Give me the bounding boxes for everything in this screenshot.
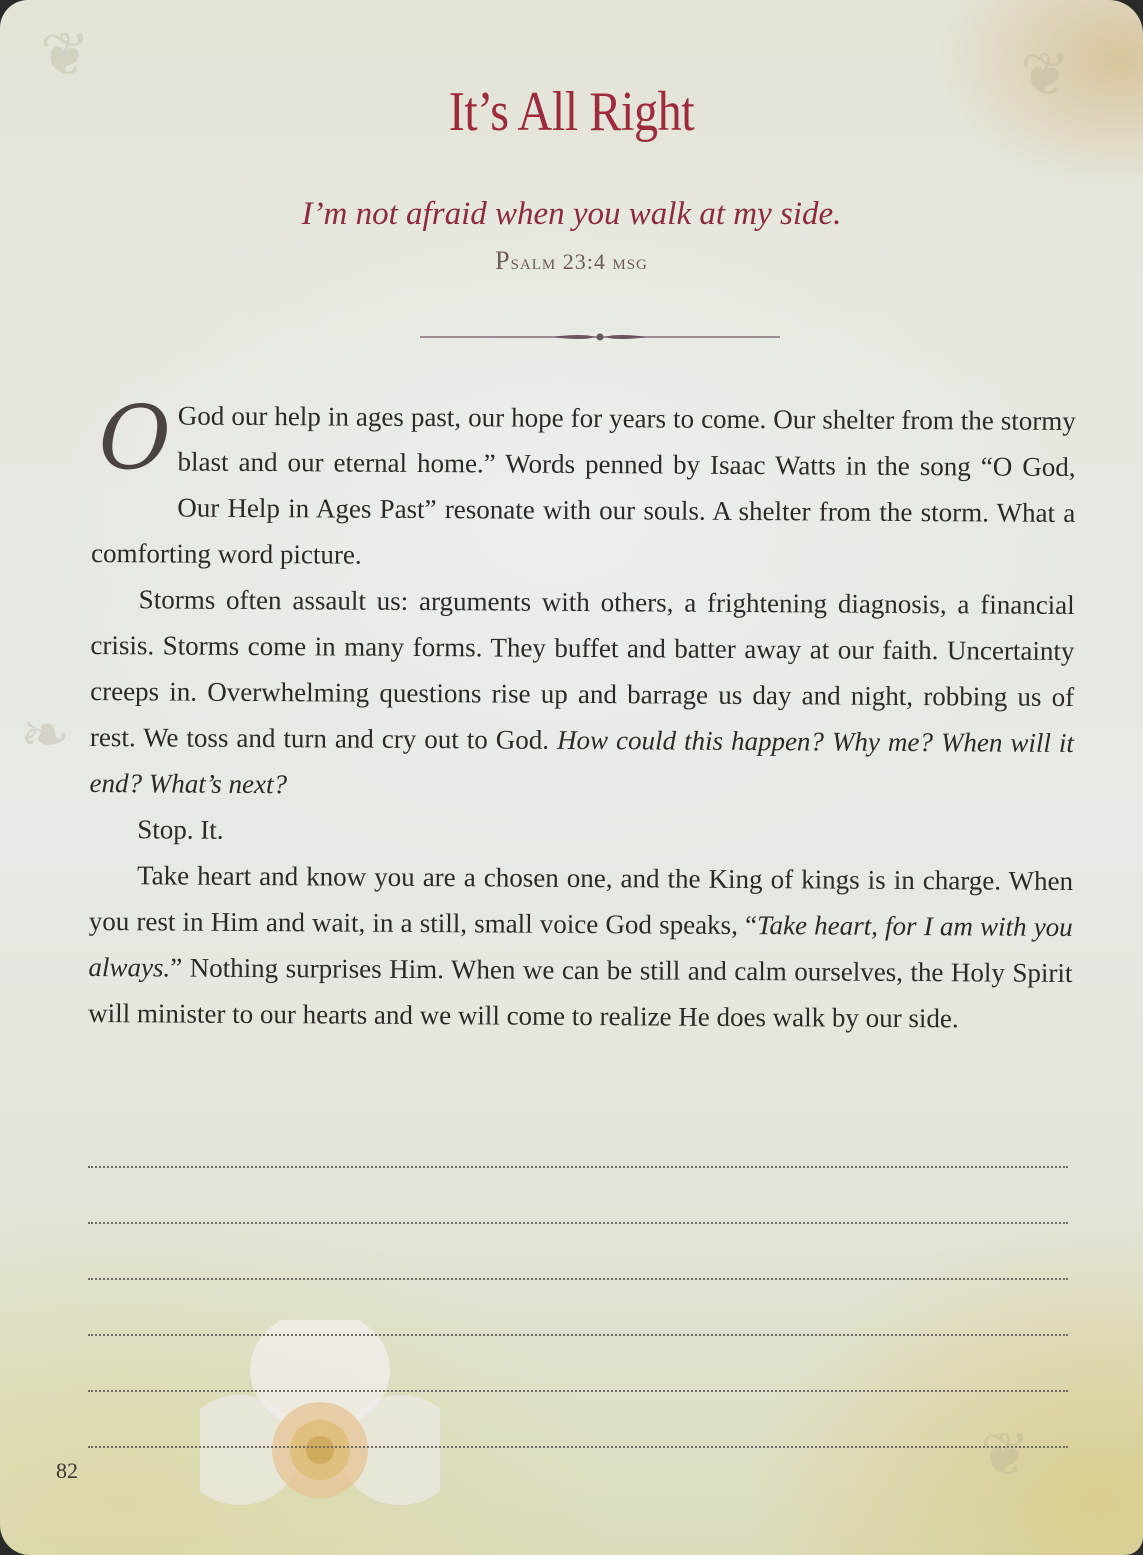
paragraph-4-text-a: Take heart and know you are a chosen one, and the King of kings is in charge. When you rest in Him and wait, in a still, small voice God speaks, “ [88, 860, 1074, 941]
journal-lines[interactable] [88, 1166, 1068, 1502]
journal-line[interactable] [88, 1446, 1068, 1448]
paragraph-2 [89, 576, 1074, 812]
verse-text: I’m not afraid when you walk at my side. [301, 196, 842, 232]
paragraph-1 [90, 386, 1076, 582]
journal-line[interactable] [88, 1390, 1068, 1392]
paragraph-1-text: God our help in ages past, our hope for years to come. Our shelter from the stormy blast and our eternal home.” Words penned by Isaac Watts in the song “O God, Our Help in Ages Past” resonate with our souls. A shelter from the storm. What a comforting word picture. [90, 400, 1076, 570]
verse-reference [0, 246, 1143, 276]
flourish-top-left: ❦ [40, 20, 91, 90]
flourish-top-right: ❦ [1020, 40, 1071, 110]
paragraph-4-text-b: ” Nothing surprises Him. When we can be still and calm ourselves, the Holy Spirit will minister to our hearts and we will come to realize He does walk by our side. [88, 952, 1073, 1034]
page-title: It’s All Right [448, 81, 695, 143]
flourish-left: ❧ [20, 700, 71, 770]
verse-reference-initial: P [495, 246, 511, 275]
flourish-bottom-right: ❦ [980, 1420, 1031, 1490]
ornament-divider [420, 330, 780, 344]
verse-reference-rest: salm 23:4 msg [510, 249, 648, 274]
journal-line[interactable] [88, 1222, 1068, 1224]
paragraph-2-italic: How could this happen? Why me? When will it end? What’s next? [89, 724, 1074, 800]
paragraph-3: Stop. It. [137, 814, 224, 845]
journal-line[interactable] [88, 1166, 1068, 1168]
drop-cap: O [98, 386, 172, 490]
paragraph-2-text: Storms often assault us: arguments with others, a frightening diagnosis, a financial crisis. Storms come in many forms. They buffet and batter away at our faith. Uncertainty creeps in. Overwhelming questions rise up and barrage us day and night, robbing us of rest. We toss and turn and cry out to God. [89, 584, 1075, 755]
journal-line[interactable] [88, 1278, 1068, 1280]
paragraph-4 [88, 852, 1073, 1042]
devotional-body [88, 386, 1076, 1042]
page-number: 82 [56, 1458, 78, 1483]
journal-line[interactable] [88, 1334, 1068, 1336]
paragraph-4-italic: Take heart, for I am with you always. [88, 910, 1073, 983]
